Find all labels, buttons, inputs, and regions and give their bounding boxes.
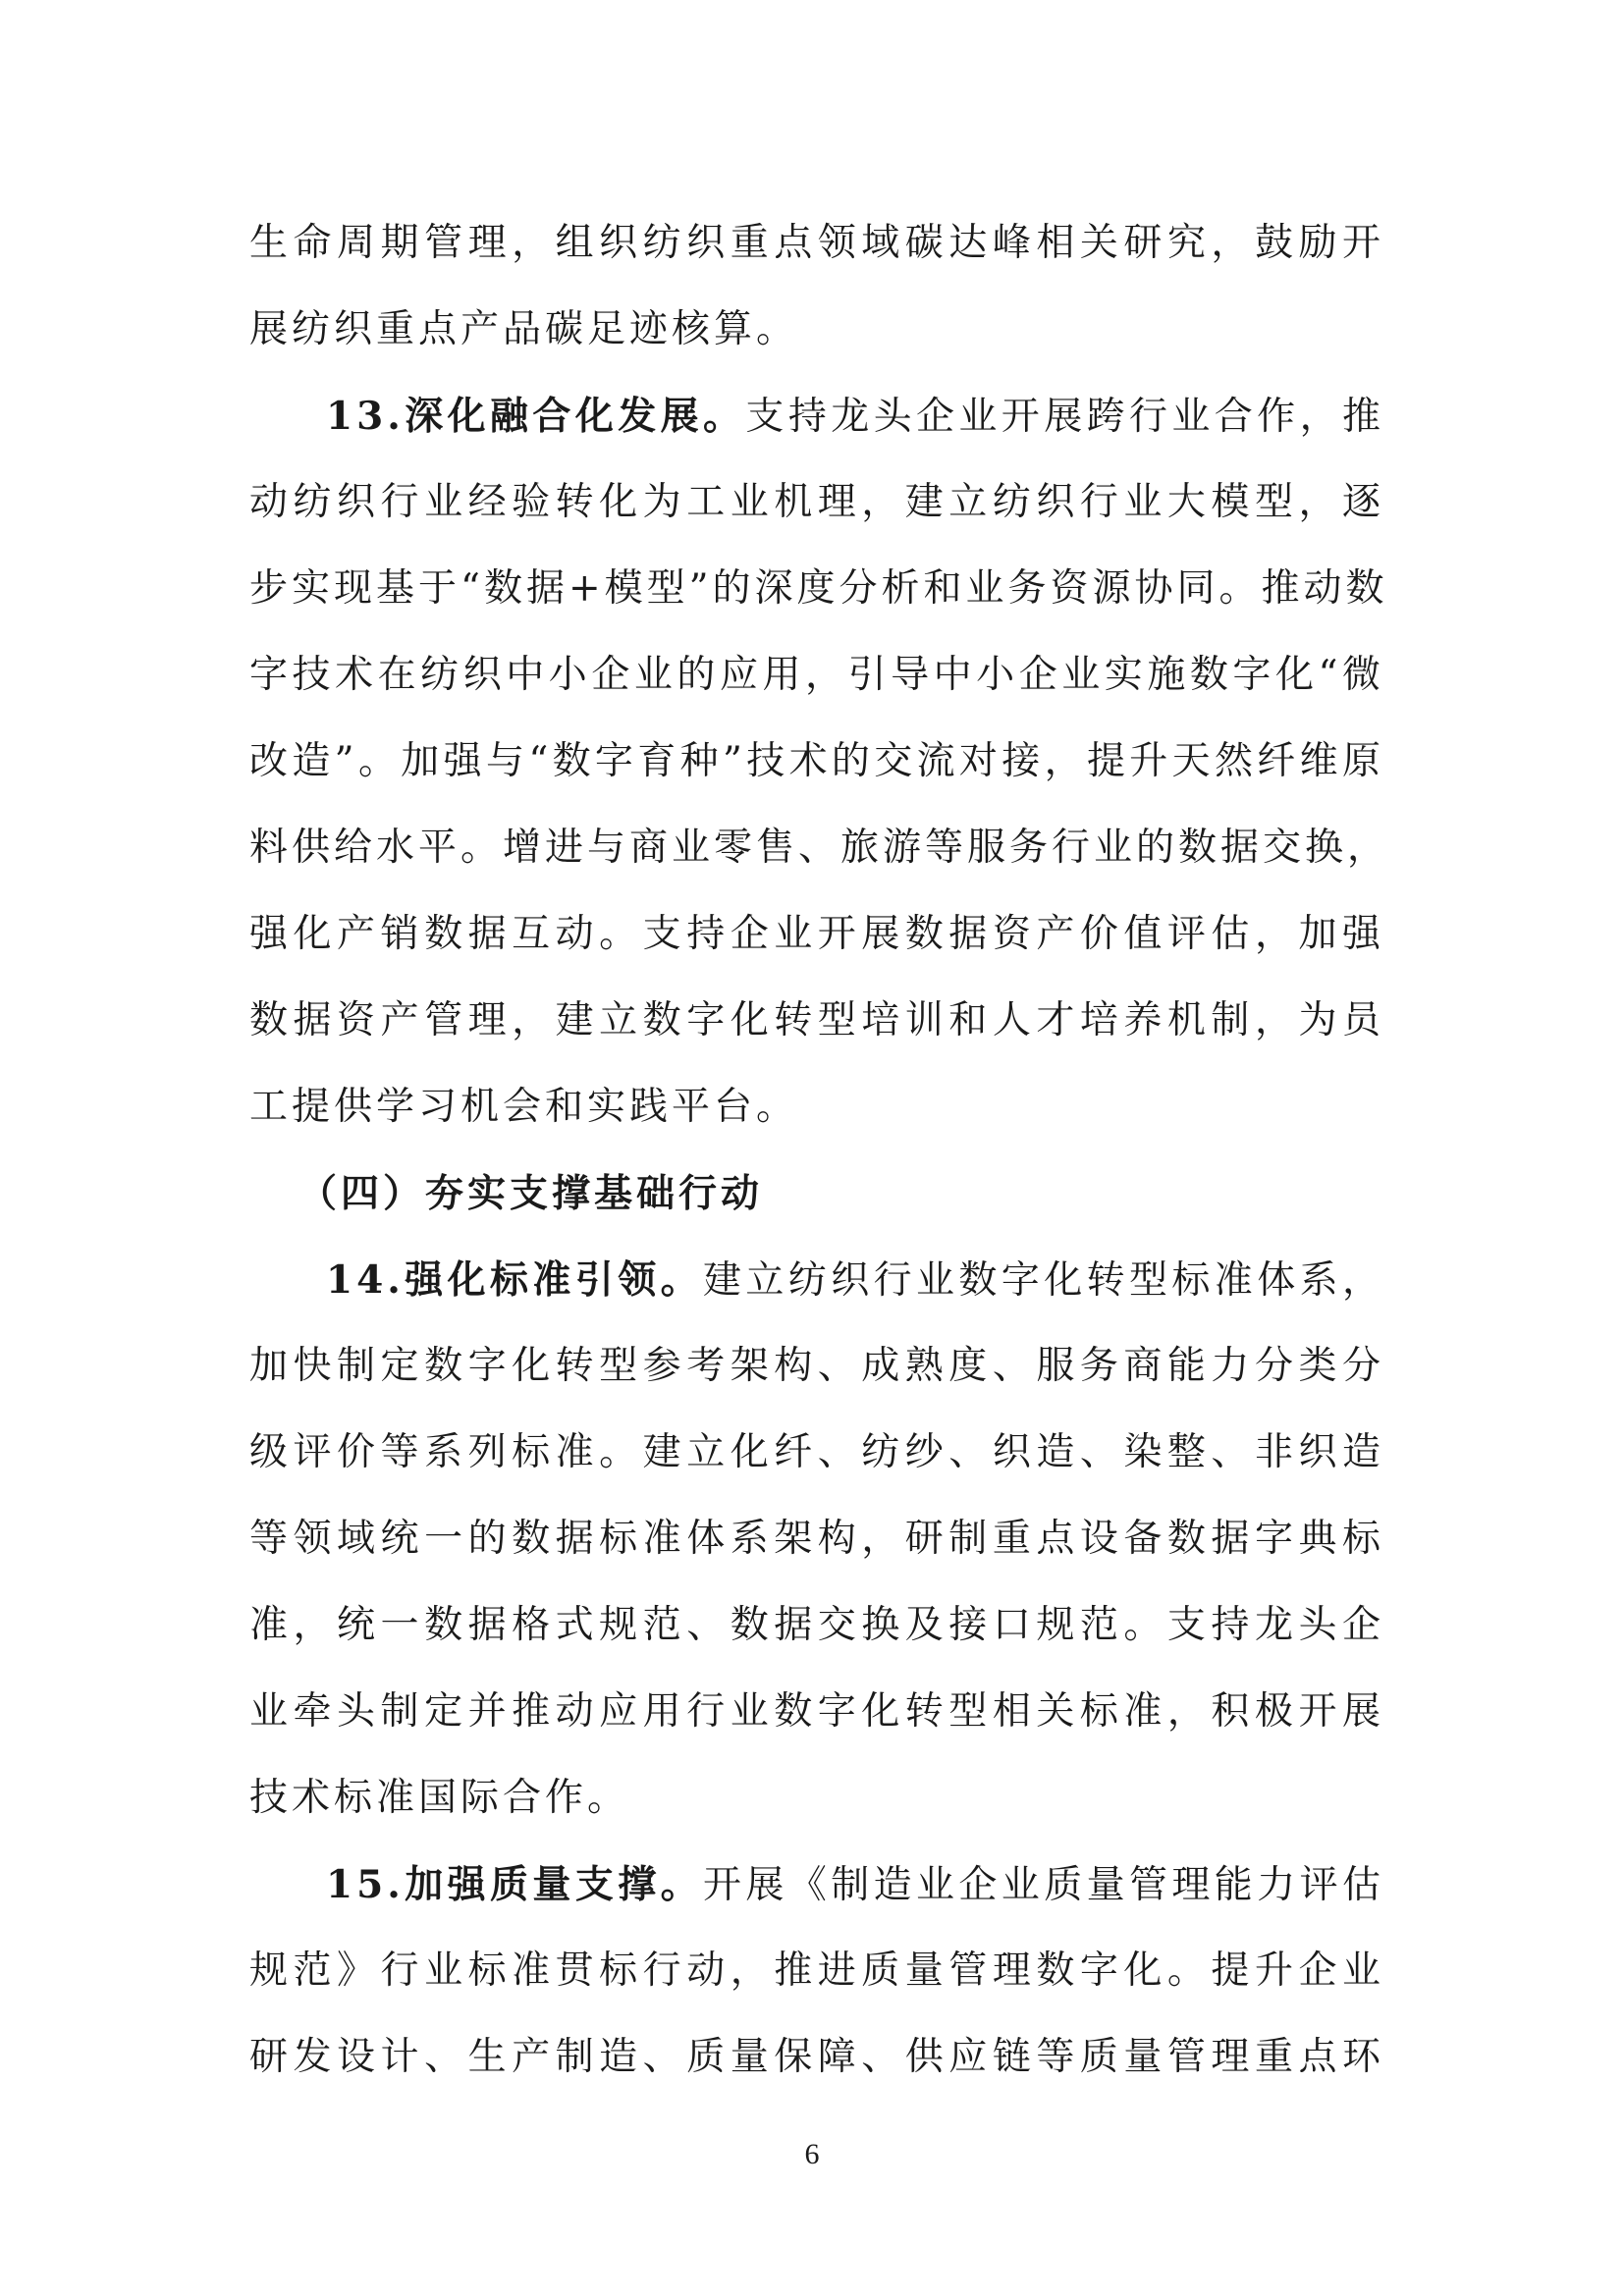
para2-line-9: 工提供学习机会和实践平台。 [249, 1085, 799, 1129]
para2-line-2: 动纺织行业经验转化为工业机理，建立纺织行业大模型，逐 [249, 480, 1384, 524]
para2-line-5: 改造”。加强与“数字育种”技术的交流对接，提升天然纤维原 [249, 739, 1384, 783]
para2-line-3: 步实现基于“数据+模型”的深度分析和业务资源协同。推动数 [249, 566, 1388, 611]
para3-line-2: 加快制定数字化转型参考架构、成熟度、服务商能力分类分 [249, 1344, 1384, 1388]
document-body [249, 200, 1390, 2101]
para2-line-8: 数据资产管理，建立数字化转型培训和人才培养机制，为员 [249, 998, 1384, 1042]
para4-line-2: 规范》行业标准贯标行动，推进质量管理数字化。提升企业 [249, 1949, 1384, 1993]
para2-line-4: 字技术在纺织中小企业的应用，引导中小企业实施数字化“微 [249, 653, 1384, 697]
para4-first-line-text: 开展《制造业企业质量管理能力评估 [703, 1863, 1384, 1907]
section-heading-4 [249, 1150, 1384, 1237]
para3-line-5: 准，统一数据格式规范、数据交换及接口规范。支持龙头企 [249, 1603, 1384, 1647]
para2-line-7: 强化产销数据互动。支持企业开展数据资产价值评估，加强 [249, 912, 1384, 956]
para4-heading: 15.加强质量支撑。 [326, 1862, 704, 1907]
para3-line-1 [249, 1237, 1384, 1323]
para2-line-1 [249, 373, 1384, 459]
para2-line-6: 料供给水平。增进与商业零售、旅游等服务行业的数据交换， [249, 826, 1390, 870]
para4-line-1 [249, 1842, 1384, 1928]
para3-line-6: 业牵头制定并推动应用行业数字化转型相关标准，积极开展 [249, 1689, 1384, 1734]
para3-line-3: 级评价等系列标准。建立化纤、纺纱、织造、染整、非织造 [249, 1430, 1384, 1474]
section-heading-4-text: （四）夯实支撑基础行动 [298, 1171, 764, 1216]
para3-line-4: 等领域统一的数据标准体系架构，研制重点设备数据字典标 [249, 1517, 1384, 1561]
para1-line-2: 展纺织重点产品碳足迹核算。 [249, 307, 799, 351]
para4-line-3: 研发设计、生产制造、质量保障、供应链等质量管理重点环 [249, 2035, 1384, 2079]
para3-first-line-text: 建立纺织行业数字化转型标准体系， [703, 1258, 1384, 1303]
para3-line-7: 技术标准国际合作。 [249, 1776, 630, 1820]
para2-heading: 13.深化融合化发展。 [326, 394, 746, 439]
para3-heading: 14.强化标准引领。 [326, 1257, 704, 1303]
para1-line-1: 生命周期管理，组织纺织重点领域碳达峰相关研究，鼓励开 [249, 221, 1384, 265]
page-number: 6 [804, 2138, 820, 2170]
para2-first-line-text: 支持龙头企业开展跨行业合作，推 [745, 395, 1384, 439]
